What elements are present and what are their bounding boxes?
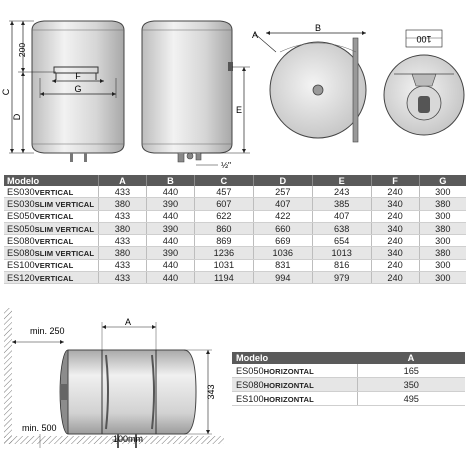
cell-A: 433: [99, 272, 147, 284]
side-view: [142, 21, 233, 162]
cell-C: 869: [194, 235, 253, 247]
cell-A: 433: [99, 259, 147, 271]
vertical-models-table: [4, 175, 466, 284]
table-row: [4, 186, 466, 198]
cell-D: 257: [253, 186, 312, 198]
model-cell: ES100VERTICAL: [4, 259, 99, 271]
cell-F: 340: [371, 222, 419, 234]
dim-C-label: C: [1, 88, 11, 96]
cell-B: 440: [146, 235, 194, 247]
dim-343-label: 343: [206, 384, 216, 400]
cell-G: 300: [419, 272, 466, 284]
cell-A: 380: [99, 247, 147, 259]
cell-G: 380: [419, 247, 466, 259]
cell-G: 380: [419, 198, 466, 210]
header-B: B: [146, 175, 194, 186]
header-E: E: [312, 175, 371, 186]
dim-A-label: A: [251, 30, 259, 40]
header-F: F: [371, 175, 419, 186]
cell-D: 669: [253, 235, 312, 247]
cell-D: 994: [253, 272, 312, 284]
cell-F: 240: [371, 235, 419, 247]
cell-D: 407: [253, 198, 312, 210]
header-C: C: [194, 175, 253, 186]
cell-A: 495: [357, 392, 465, 406]
model-cell: ES050SLIM VERTICAL: [4, 222, 99, 234]
table-row: [232, 364, 465, 378]
cell-B: 440: [146, 272, 194, 284]
cell-F: 340: [371, 198, 419, 210]
cell-B: 440: [146, 259, 194, 271]
table-header-row: [232, 352, 465, 364]
min-500-label: min. 500: [22, 423, 57, 433]
horizontal-dim-A-label: A: [124, 317, 132, 327]
table-header-row: [4, 175, 466, 186]
table-row: [4, 210, 466, 222]
model-cell: ES120VERTICAL: [4, 272, 99, 284]
model-cell: ES050VERTICAL: [4, 210, 99, 222]
cell-A: 433: [99, 210, 147, 222]
model-cell: ES080HORIZONTAL: [232, 378, 357, 392]
cell-F: 240: [371, 259, 419, 271]
dim-200-label: 200: [17, 42, 27, 58]
top-view: [270, 38, 366, 142]
dim-F-label: F: [75, 71, 81, 81]
cell-C: 457: [194, 186, 253, 198]
horizontal-models-table: [232, 352, 465, 406]
cell-F: 340: [371, 247, 419, 259]
cell-D: 1036: [253, 247, 312, 259]
cell-D: 422: [253, 210, 312, 222]
cell-G: 380: [419, 222, 466, 234]
cell-E: 654: [312, 235, 371, 247]
cell-A: 380: [99, 222, 147, 234]
table-row: [4, 247, 466, 259]
bottom-view: [384, 55, 464, 135]
header-A: A: [99, 175, 147, 186]
horizontal-heater-drawing: [0, 300, 230, 470]
dim-B-label: B: [314, 23, 322, 33]
cell-G: 300: [419, 186, 466, 198]
cell-E: 385: [312, 198, 371, 210]
table-row: [232, 392, 465, 406]
cell-G: 300: [419, 235, 466, 247]
cell-C: 860: [194, 222, 253, 234]
cell-E: 1013: [312, 247, 371, 259]
vertical-heater-drawings: [0, 0, 470, 172]
table-row: [4, 235, 466, 247]
cell-F: 240: [371, 272, 419, 284]
cell-F: 240: [371, 186, 419, 198]
dim-E-label: E: [235, 105, 243, 115]
cell-E: 407: [312, 210, 371, 222]
dim-100mm-label: 100mm: [112, 434, 144, 444]
table-row: [4, 198, 466, 210]
model-cell: ES080SLIM VERTICAL: [4, 247, 99, 259]
table-row: [4, 272, 466, 284]
model-cell: ES030SLIM VERTICAL: [4, 198, 99, 210]
cell-D: 660: [253, 222, 312, 234]
cell-A: 433: [99, 235, 147, 247]
model-cell: ES030VERTICAL: [4, 186, 99, 198]
dim-half-inch-label: ½": [220, 160, 232, 170]
table-row: [232, 378, 465, 392]
cell-E: 816: [312, 259, 371, 271]
dim-D-label: D: [12, 113, 22, 121]
cell-A: 165: [357, 364, 465, 378]
cell-B: 390: [146, 198, 194, 210]
cell-G: 300: [419, 259, 466, 271]
header-modelo: Modelo: [4, 175, 99, 186]
horizontal-tank: [60, 350, 196, 434]
min-250-label: min. 250: [30, 326, 65, 336]
cell-C: 607: [194, 198, 253, 210]
header-D: D: [253, 175, 312, 186]
dim-100-label: 100: [416, 34, 432, 44]
cell-D: 831: [253, 259, 312, 271]
cell-C: 1236: [194, 247, 253, 259]
model-cell: ES050HORIZONTAL: [232, 364, 357, 378]
header-A: A: [357, 352, 465, 364]
cell-C: 1031: [194, 259, 253, 271]
dim-G-label: G: [74, 84, 82, 94]
table-row: [4, 222, 466, 234]
cell-A: 380: [99, 198, 147, 210]
cell-B: 390: [146, 247, 194, 259]
cell-C: 622: [194, 210, 253, 222]
table-row: [4, 259, 466, 271]
cell-E: 979: [312, 272, 371, 284]
header-G: G: [419, 175, 466, 186]
cell-E: 243: [312, 186, 371, 198]
cell-B: 390: [146, 222, 194, 234]
wall: [4, 308, 12, 444]
header-modelo: Modelo: [232, 352, 357, 364]
cell-E: 638: [312, 222, 371, 234]
cell-F: 240: [371, 210, 419, 222]
cell-A: 433: [99, 186, 147, 198]
model-cell: ES080VERTICAL: [4, 235, 99, 247]
cell-G: 300: [419, 210, 466, 222]
cell-B: 440: [146, 186, 194, 198]
cell-B: 440: [146, 210, 194, 222]
cell-A: 350: [357, 378, 465, 392]
cell-C: 1194: [194, 272, 253, 284]
model-cell: ES100HORIZONTAL: [232, 392, 357, 406]
